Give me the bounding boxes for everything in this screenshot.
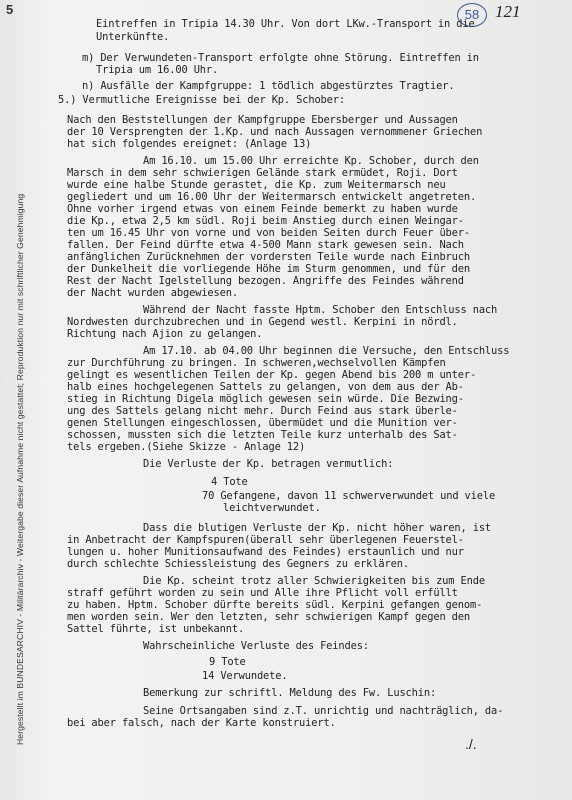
text-line: Eintreffen in Tripia 14.30 Uhr. Von dort LKw.-Transport in die [96,18,475,30]
closing-mark: ./. [465,736,477,752]
text-line: leichtverwundet. [223,502,321,514]
text-line: schossen, mussten sich die letzten Teile kurz unterhalb des Sat- [67,429,458,441]
text-line: genen Stellungen eingeschlossen, übermüdet und die Munition ver- [67,417,458,429]
text-line: Rest der Nacht Igelstellung bezogen. Angriffe des Feindes während [67,275,464,287]
archive-note: Hergestellt im BUNDESARCHIV - Militärarchiv - Weitergabe dieser Aufnahme nicht gestattet; Reproduktion nur mit schriftlicher Genehmigung [15,193,25,745]
text-line: 70 Gefangene, davon 11 schwerverwundet und viele [202,490,496,502]
text-line: durch schlechte Schiessleistung des Gegners zu erklären. [67,558,409,570]
text-line: Wahrscheinliche Verluste des Feindes: [143,640,369,652]
text-line: Seine Ortsangaben sind z.T. unrichtig und nachträglich, da- [143,705,504,717]
text-line: Bemerkung zur schriftl. Meldung des Fw. Luschin: [143,687,437,699]
text-line: ten um 16.45 Uhr von vorne und von beiden Seiten durch Feuer über- [67,227,470,239]
section-heading: 5.) Vermutliche Ereignisse bei der Kp. Schober: [58,94,345,106]
text-line: Nach den Beststellungen der Kampfgruppe Ebersberger und Aussagen [67,114,458,126]
text-line: Am 16.10. um 15.00 Uhr erreichte Kp. Schober, durch den [143,155,479,167]
circled-page-number: 58 [457,3,487,27]
text-line: ung des Sattels gelang nicht mehr. Durch Feind aus stark überle- [67,405,458,417]
text-line: stieg in Richtung Digela möglich gewesen sein würde. Die Bezwing- [67,393,464,405]
archive-side-stamp [2,0,28,800]
text-line: Am 17.10. ab 04.00 Uhr beginnen die Versuche, den Entschluss [143,345,510,357]
text-line: n) Ausfälle der Kampfgruppe: 1 tödlich abgestürztes Tragtier. [82,80,455,92]
page-number: 121 [495,2,521,21]
text-line: wurde eine halbe Stunde gerastet, die Kp. zum Weitermarsch neu [67,179,446,191]
text-line: Die Verluste der Kp. betragen vermutlich: [143,458,394,470]
text-line: in Anbetracht der Kampfspuren(überall sehr überlegenen Feuerstel- [67,534,464,546]
text-line: Die Kp. scheint trotz aller Schwierigkeiten bis zum Ende [143,575,485,587]
text-line: Ohne vorher irgend etwas von einem Feinde bemerkt zu haben wurde [67,203,458,215]
text-line: tels ergeben.(Siehe Skizze - Anlage 12) [67,441,306,453]
text-line: Während der Nacht fasste Hptm. Schober den Entschluss nach [143,304,498,316]
text-line: 14 Verwundete. [202,670,288,682]
text-line: zu haben. Hptm. Schober dürfte bereits südl. Kerpini gefangen genom- [67,599,483,611]
text-line: Sattel führte, ist unbekannt. [67,623,245,635]
text-line: die Kp., etwa 2,5 km südl. Roji beim Anstieg durch einen Weingar- [67,215,464,227]
corner-mark: 5 [6,2,14,17]
text-line: straff geführt worden zu sein und Alle ihre Pflicht voll erfüllt [67,587,458,599]
text-line: der Nacht wurden abgewiesen. [67,287,238,299]
text-line: 4 Tote [211,476,248,488]
text-line: anfänglichen Zurücknehmen der vordersten Teile wurde nach Einbruch [67,251,470,263]
text-line: der Dunkelheit die vorliegende Höhe im Sturm genommen, und für den [67,263,470,275]
text-line: Nordwesten durchzubrechen und in Gegend westl. Kerpini in nördl. [67,316,458,328]
text-line: zur Durchführung zu bringen. In schweren,wechselvollen Kämpfen [67,357,446,369]
text-line: men worden sein. Wer den letzten, sehr schwierigen Kampf gegen den [67,611,470,623]
text-line: 9 Tote [209,656,246,668]
text-line: lungen u. hoher Munitionsaufwand des Feindes) erstaunlich und nur [67,546,464,558]
text-line: gegliedert und um 16.00 Uhr der Weitermarsch entwickelt angetreten. [67,191,477,203]
text-line: Unterkünfte. [96,31,170,43]
text-line: fallen. Der Feind dürfte etwa 4-500 Mann stark gewesen sein. Nach [67,239,464,251]
text-line: bei aber falsch, nach der Karte konstruiert. [67,717,336,729]
text-line: Dass die blutigen Verluste der Kp. nicht höher waren, ist [143,522,492,534]
text-line: Marsch in dem sehr schwierigen Gelände stark ermüdet, Roji. Dort [67,167,458,179]
text-line: Richtung nach Ajion zu gelangen. [67,328,263,340]
text-line: hat sich folgendes ereignet: (Anlage 13) [67,138,312,150]
text-line: Tripia um 16.00 Uhr. [96,64,219,76]
text-line: gelingt es wesentlichen Teilen der Kp. gegen Abend bis 200 m unter- [67,369,477,381]
text-line: halb eines hochgelegenen Sattels zu gelangen, von dem aus der Ab- [67,381,464,393]
text-line: m) Der Verwundeten-Transport erfolgte ohne Störung. Eintreffen in [82,52,479,64]
text-line: der 10 Versprengten der 1.Kp. und nach Aussagen vernommener Griechen [67,126,483,138]
